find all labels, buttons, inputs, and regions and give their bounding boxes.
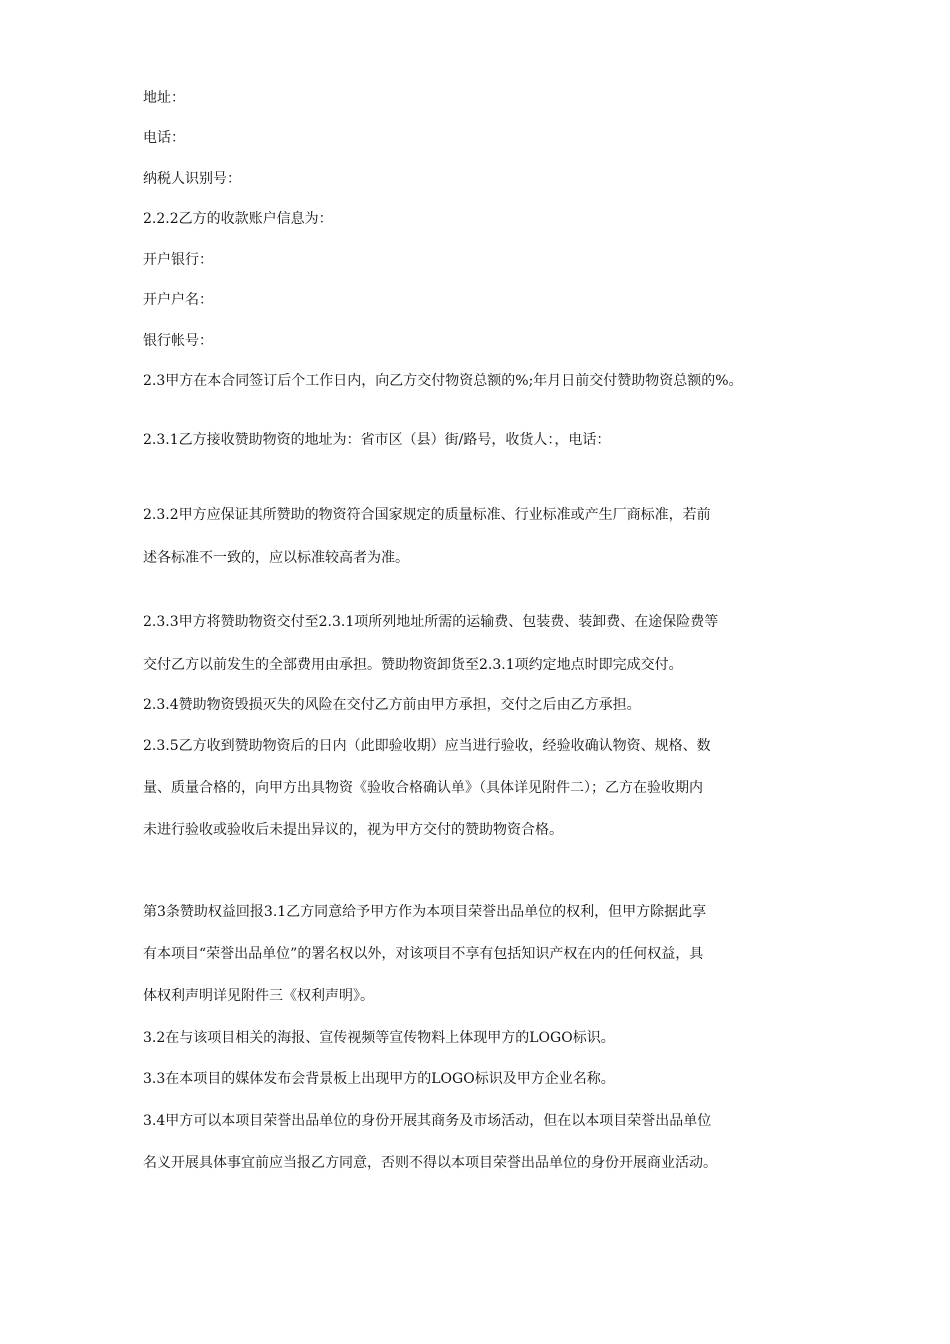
clause-2-3-5-line-3: 未进行验收或验收后未提出异议的，视为甲方交付的赞助物资合格。	[143, 822, 563, 838]
clause-2-3-3-line-2: 交付乙方以前发生的全部费用由承担。赞助物资卸货至2.3.1项约定地点时即完成交付。	[143, 657, 683, 673]
article-3-line-1: 第3条赞助权益回报3.1乙方同意给予甲方作为本项目荣誉出品单位的权利，但甲方除据此享	[143, 904, 707, 920]
clause-3-4-line-2: 名义开展具体事宜前应当报乙方同意，否则不得以本项目荣誉出品单位的身份开展商业活动。	[143, 1155, 717, 1171]
clause-2-3-5-line-1: 2.3.5乙方收到赞助物资后的日内（此即验收期）应当进行验收，经验收确认物资、规格、数	[143, 738, 711, 754]
account-number-label: 银行帐号：	[143, 333, 213, 349]
clause-3-3: 3.3在本项目的媒体发布会背景板上出现甲方的LOGO标识及甲方企业名称。	[143, 1071, 615, 1087]
clause-2-3-4: 2.3.4赞助物资毁损灭失的风险在交付乙方前由甲方承担，交付之后由乙方承担。	[143, 697, 641, 713]
clause-3-4-line-1: 3.4甲方可以本项目荣誉出品单位的身份开展其商务及市场活动，但在以本项目荣誉出品单位	[143, 1113, 712, 1129]
clause-2-2-2: 2.2.2乙方的收款账户信息为：	[143, 211, 333, 227]
article-3-line-3: 体权利声明详见附件三《权利声明》。	[143, 988, 374, 1004]
taxpayer-id-label: 纳税人识别号：	[143, 171, 241, 187]
address-label: 地址：	[143, 90, 185, 106]
account-name-label: 开户户名：	[143, 292, 213, 308]
bank-name-label: 开户银行：	[143, 252, 213, 268]
clause-2-3: 2.3甲方在本合同签订后个工作日内，向乙方交付物资总额的%;年月日前交付赞助物资总额的%。	[143, 373, 743, 389]
clause-2-3-5-line-2: 量、质量合格的，向甲方出具物资《验收合格确认单》（具体详见附件二）；乙方在验收期内	[143, 780, 703, 796]
clause-2-3-1: 2.3.1乙方接收赞助物资的地址为：省市区（县）街/路号，收货人：，电话：	[143, 432, 611, 448]
clause-2-3-3-line-1: 2.3.3甲方将赞助物资交付至2.3.1项所列地址所需的运输费、包装费、装卸费、在途保险费等	[143, 614, 719, 630]
phone-label: 电话：	[143, 130, 185, 146]
clause-2-3-2-line-1: 2.3.2甲方应保证其所赞助的物资符合国家规定的质量标准、行业标准或产生厂商标准，若前	[143, 507, 711, 523]
clause-2-3-2-line-2: 述各标准不一致的，应以标准较高者为准。	[143, 550, 409, 566]
article-3-line-2: 有本项目“荣誉出品单位”的署名权以外，对该项目不享有包括知识产权在内的任何权益，具	[143, 946, 704, 962]
clause-3-2: 3.2在与该项目相关的海报、宣传视频等宣传物料上体现甲方的LOGO标识。	[143, 1030, 615, 1046]
